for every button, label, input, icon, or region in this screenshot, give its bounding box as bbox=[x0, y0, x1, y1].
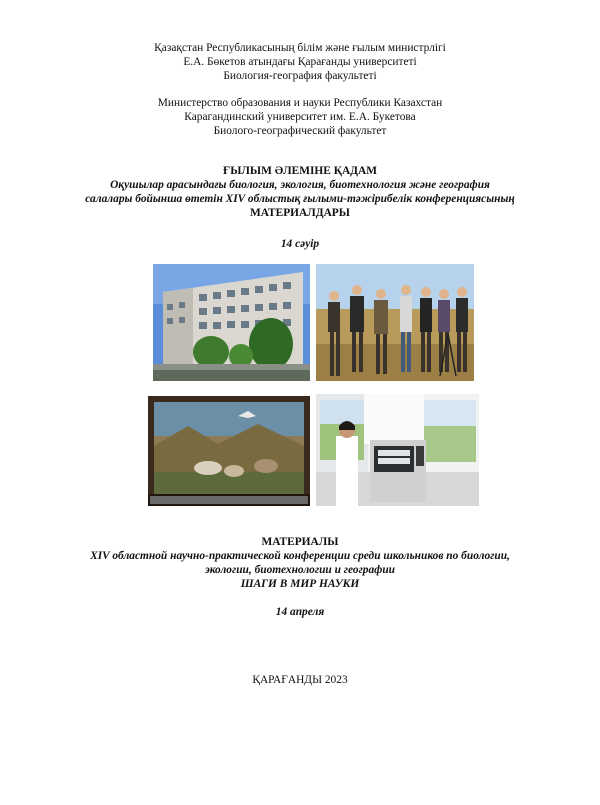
ministry-kz: Қазақстан Республикасының білім және ғылым министрлігі bbox=[154, 42, 446, 54]
museum-diorama-photo bbox=[148, 396, 310, 506]
date-ru-wrap bbox=[0, 605, 600, 619]
laboratory-photo bbox=[316, 394, 479, 506]
title-block-kz bbox=[0, 164, 600, 220]
city-year: ҚАРАҒАНДЫ 2023 bbox=[252, 674, 348, 686]
materials-ru: МАТЕРИАЛЫ bbox=[261, 536, 339, 548]
date-kz: 14 сәуір bbox=[280, 238, 320, 250]
conference-subtitle-ru-2: экологии, биотехнологии и географии bbox=[204, 564, 396, 576]
field-trip-photo bbox=[316, 264, 474, 381]
conference-name-kz: ҒЫЛЫМ ӘЛЕМІНЕ ҚАДАМ bbox=[223, 165, 377, 177]
university-kz: Е.А. Бөкетов атындағы Қарағанды университеті bbox=[183, 56, 417, 68]
faculty-ru: Биолого-географический факультет bbox=[213, 125, 387, 137]
date-kz-wrap bbox=[0, 237, 600, 251]
title-block-ru bbox=[0, 535, 600, 591]
conference-subtitle-ru-1: XIV областной научно-практической конференции среди школьников по биологии, bbox=[90, 550, 510, 562]
university-ru: Карагандинский университет им. Е.А. Букетова bbox=[184, 111, 416, 123]
header-kz bbox=[0, 41, 600, 83]
footer bbox=[0, 673, 600, 687]
conference-name-ru: ШАГИ В МИР НАУКИ bbox=[240, 578, 360, 590]
faculty-kz: Биология-география факультеті bbox=[223, 70, 377, 82]
conference-subtitle-kz-1: Оқушылар арасындағы биология, экология, биотехнология және география bbox=[110, 179, 490, 191]
header-ru bbox=[0, 96, 600, 138]
date-ru: 14 апреля bbox=[275, 606, 325, 618]
conference-subtitle-kz-2: салалары бойынша өтетін XIV облыстық ғылыми-тәжірибелік конференциясының bbox=[85, 193, 515, 205]
university-building-photo bbox=[153, 264, 310, 381]
materials-kz: МАТЕРИАЛДАРЫ bbox=[250, 207, 350, 219]
ministry-ru: Министерство образования и науки Республики Казахстан bbox=[157, 97, 443, 109]
